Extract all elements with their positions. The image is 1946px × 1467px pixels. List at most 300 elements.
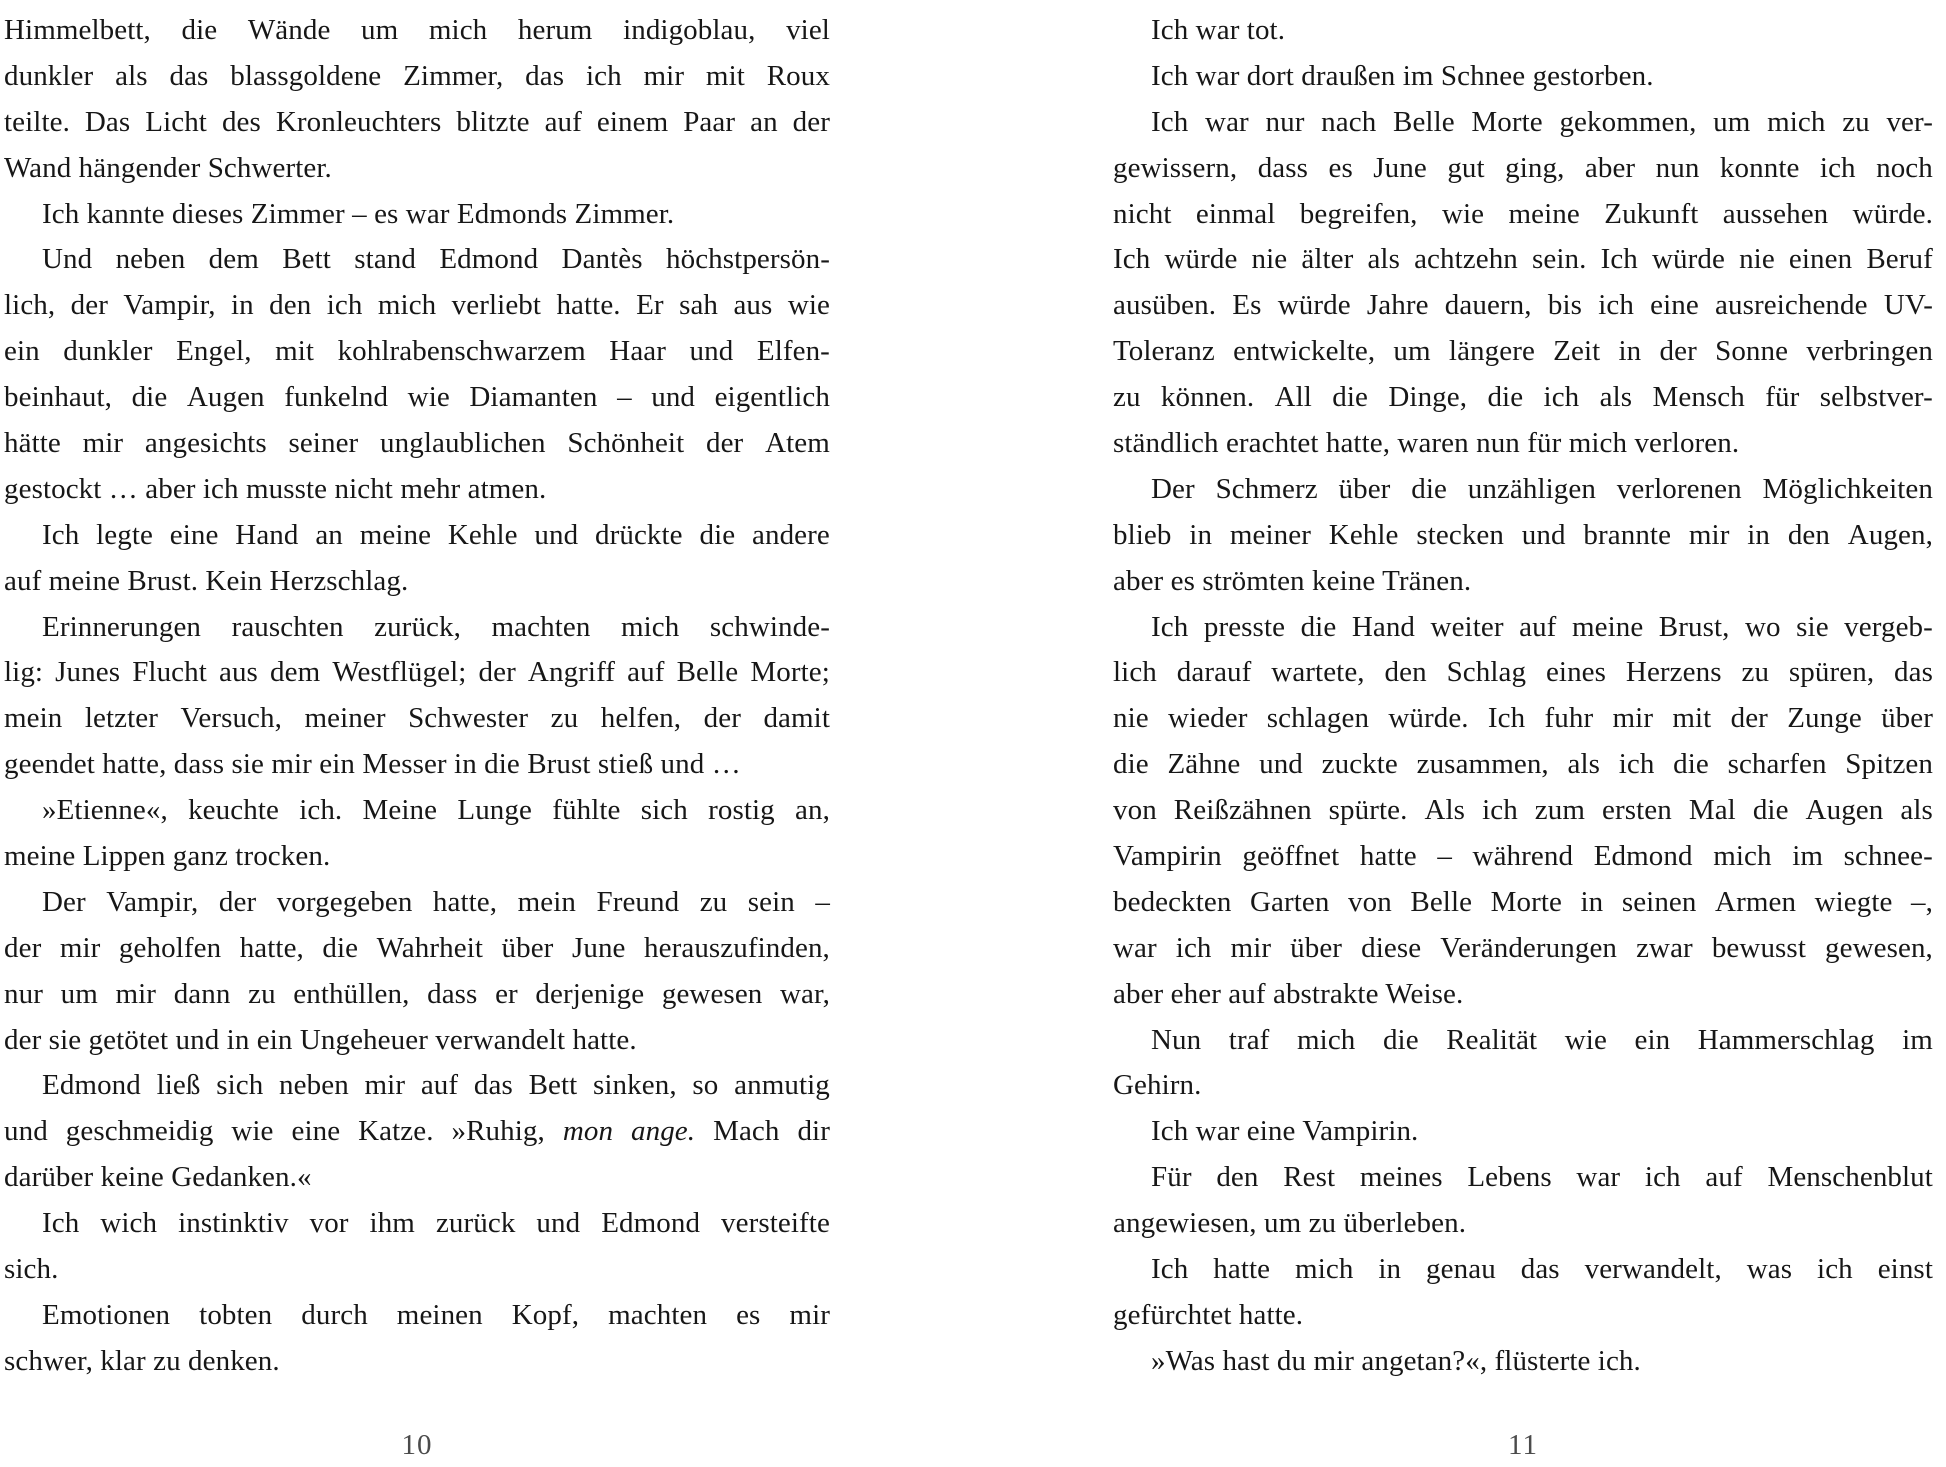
text-segment: auf meine Brust. Kein Herzschlag. [4, 564, 409, 597]
word: UV- [1883, 289, 1933, 322]
word: sein [747, 885, 795, 918]
page-number-right: 11 [1508, 1429, 1538, 1461]
word: Belle [676, 656, 739, 689]
word: mir [364, 1069, 406, 1102]
word: viel [786, 14, 830, 46]
word: Roux [766, 59, 830, 92]
word: mir [1688, 518, 1730, 551]
word: Kronleuchters [275, 105, 442, 138]
word: Bett [282, 243, 331, 276]
word: Wände [247, 14, 331, 46]
word: blieb [1113, 518, 1172, 551]
word: Meine [362, 794, 438, 827]
word: Vampir, [106, 885, 199, 918]
text-line [1113, 1339, 1933, 1385]
word: hatte. [556, 289, 621, 322]
word: nach [1321, 105, 1377, 138]
text-segment: Gehirn. [1113, 1069, 1202, 1102]
word: im [1902, 1023, 1933, 1056]
word: begreifen, [1299, 197, 1418, 230]
word: drückte [595, 518, 683, 551]
word: verliebt [451, 289, 542, 322]
word: Edmond [42, 1069, 141, 1102]
word: stecken [1416, 518, 1504, 551]
word: zurück, [374, 610, 461, 643]
word: Spitzen [1845, 748, 1933, 781]
word: auf [627, 656, 665, 689]
text-line [1113, 972, 1933, 1018]
word: Herzens [1625, 656, 1722, 689]
word: mit [275, 335, 315, 368]
word: darauf [1176, 656, 1252, 689]
word: rostig [708, 794, 775, 827]
word: die [131, 381, 168, 414]
word: Brust, [1658, 610, 1730, 643]
word: ver- [1886, 105, 1933, 138]
word: aber [1584, 151, 1636, 184]
word: eine [169, 518, 219, 551]
word: meiner [304, 702, 386, 735]
word: Veränderungen [1440, 931, 1618, 964]
word: durch [301, 1298, 368, 1331]
word: meiner [1229, 518, 1311, 551]
word: »Ruhig, [451, 1115, 545, 1148]
word: hatte, [432, 885, 498, 918]
text-line [4, 880, 830, 926]
word: zu [550, 702, 579, 735]
word: des [221, 105, 261, 138]
text-line [4, 1109, 830, 1155]
text-line [4, 1293, 830, 1339]
word: entwickelte, [1233, 335, 1376, 368]
word: blassgoldene [230, 59, 382, 92]
word: Zukunft [1604, 197, 1699, 230]
word: diese [1361, 931, 1422, 964]
word: mein [4, 702, 63, 735]
word: aussehen [1722, 197, 1829, 230]
word: mich [377, 289, 437, 322]
word: einen [1788, 243, 1853, 276]
text-line [4, 1201, 830, 1247]
text-line [1113, 8, 1933, 54]
word: Augen [1805, 794, 1884, 827]
word: tobten [199, 1298, 273, 1331]
word: seiner [288, 427, 359, 460]
word: mich [1295, 1253, 1354, 1286]
word: selbstver- [1819, 381, 1933, 414]
text-line [4, 972, 830, 1018]
word: mir [1612, 702, 1654, 735]
word: in [1747, 518, 1771, 551]
text-line [1113, 834, 1933, 880]
text-segment: »Was hast du mir angetan?«, flüsterte ich. [1151, 1344, 1641, 1377]
page-right-text [1113, 8, 1933, 1385]
text-line [4, 100, 830, 146]
word: Elfen- [756, 335, 830, 368]
word: Schönheit [567, 427, 685, 460]
word: war [1205, 105, 1249, 138]
word: was [1746, 1253, 1793, 1286]
word: Versuch, [180, 702, 282, 735]
word: als [115, 59, 148, 92]
word: Ich [1113, 243, 1151, 276]
word: legte [96, 518, 153, 551]
word: mich [1713, 840, 1772, 873]
word: und [4, 1115, 48, 1148]
word: dunkler [63, 335, 153, 368]
word: –, [1911, 885, 1933, 918]
word: Morte; [750, 656, 830, 689]
word: andere [752, 518, 830, 551]
word: helfen, [600, 702, 682, 735]
word: gewissern, [1113, 151, 1238, 184]
word: seinen [1621, 885, 1697, 918]
word: keuchte [188, 794, 279, 827]
word: ein [4, 335, 40, 368]
word: Zimmer, [403, 59, 504, 92]
word: ich [1817, 1253, 1853, 1286]
word: an, [795, 794, 830, 827]
word: nur [4, 977, 43, 1010]
word: wie [1564, 1023, 1607, 1056]
word: schnee- [1843, 840, 1933, 873]
word: Angriff [527, 656, 616, 689]
text-segment: schwer, klar zu denken. [4, 1344, 280, 1377]
word: Lunge [457, 794, 532, 827]
word: hatte [1359, 840, 1417, 873]
word: Schmerz [1215, 472, 1318, 505]
word: der [792, 105, 830, 138]
text-line [4, 742, 830, 788]
word: gewesen [661, 977, 763, 1010]
text-line [1113, 1247, 1933, 1293]
word: einst [1877, 1253, 1933, 1286]
text-line [1113, 1018, 1933, 1064]
word: machten [491, 610, 591, 643]
word: die [1332, 381, 1369, 414]
word: vergeb- [1844, 610, 1933, 643]
word: vor [309, 1207, 349, 1240]
word: spürte. [1328, 794, 1408, 827]
text-line [4, 329, 830, 375]
word: sein. [1532, 243, 1587, 276]
word: mir [1230, 931, 1272, 964]
text-line [4, 559, 830, 605]
word: Belle [1393, 105, 1455, 138]
word: der [4, 931, 42, 964]
word: Menschenblut [1767, 1161, 1933, 1194]
word: teilte. [4, 105, 70, 138]
word: zu [1113, 381, 1141, 414]
text-line [4, 650, 830, 696]
word: um [1393, 335, 1431, 368]
word: und [534, 518, 579, 551]
word: Augen, [1847, 518, 1933, 551]
word: mir [59, 931, 101, 964]
word: so [692, 1069, 719, 1102]
word: die [1752, 794, 1789, 827]
text-line [4, 1339, 830, 1385]
word: das [169, 59, 209, 92]
word: Edmond [439, 243, 539, 276]
word: Atem [765, 427, 830, 460]
text-line [1113, 1063, 1933, 1109]
word: kohlrabenschwarzem [337, 335, 586, 368]
text-line [1113, 696, 1933, 742]
word: Mensch [1652, 381, 1745, 414]
word: es [1328, 151, 1353, 184]
word: fühlte [552, 794, 621, 827]
word: zusammen, [1416, 748, 1549, 781]
word: Edmond [1593, 840, 1693, 873]
page-number-left: 10 [401, 1429, 433, 1461]
word: sich [640, 794, 688, 827]
word: der [478, 656, 516, 689]
word: instinktiv [178, 1207, 289, 1240]
word: Ich [42, 518, 80, 551]
word: Junes [55, 656, 121, 689]
word: an [315, 518, 343, 551]
word: Schwester [408, 702, 529, 735]
word: ein [1634, 1023, 1671, 1056]
word: Vampir, [123, 289, 216, 322]
word: nun [1655, 151, 1700, 184]
text-line [4, 192, 830, 238]
word: Katze. [358, 1115, 434, 1148]
word: und [689, 335, 734, 368]
word: höchstpersön- [666, 243, 830, 276]
word: verlorenen [1616, 472, 1742, 505]
word: ließ [156, 1069, 201, 1102]
word: Hand [235, 518, 299, 551]
word: wie [787, 289, 830, 322]
word: sah [679, 289, 719, 322]
word: Garten [1249, 885, 1330, 918]
word: sie [1796, 610, 1829, 643]
word: dass [427, 977, 478, 1010]
word: auf [1705, 1161, 1743, 1194]
text-line [4, 1063, 830, 1109]
word: war [1113, 931, 1157, 964]
word: Ich [1151, 105, 1189, 138]
word: presste [1203, 610, 1286, 643]
word: zu [248, 977, 276, 1010]
word: würde [1277, 289, 1351, 322]
word: in [1378, 1253, 1402, 1286]
word: und [651, 381, 696, 414]
word: ging, [1505, 151, 1565, 184]
text-segment: meine Lippen ganz trocken. [4, 840, 331, 873]
word: dann [173, 977, 231, 1010]
word: wieder [1168, 702, 1248, 735]
word: mir [82, 427, 124, 460]
word: traf [1228, 1023, 1270, 1056]
word: im [1792, 840, 1824, 873]
word: Armen [1715, 885, 1797, 918]
word: eine [291, 1115, 341, 1148]
word: – [815, 885, 830, 918]
word: und [1521, 518, 1566, 551]
word: wie [407, 381, 450, 414]
word: würde [1164, 243, 1238, 276]
word: Licht [145, 105, 207, 138]
text-line [1113, 788, 1933, 834]
word: bis [1547, 289, 1582, 322]
word: bedeckten [1113, 885, 1232, 918]
word: nicht [1113, 197, 1172, 230]
word: ersten [1602, 794, 1672, 827]
text-line [1113, 650, 1933, 696]
word: es [736, 1298, 761, 1331]
word: um [60, 977, 98, 1010]
word: All [1274, 381, 1312, 414]
word: zwar [1636, 931, 1693, 964]
word: die [699, 518, 736, 551]
text-line [1113, 1293, 1933, 1339]
text-line [1113, 421, 1933, 467]
word: Rest [1283, 1161, 1336, 1194]
text-line [1113, 192, 1933, 238]
text-segment: Ich kannte dieses Zimmer – es war Edmonds Zimmer. [42, 197, 675, 230]
word: gut [1447, 151, 1485, 184]
word: meines [1359, 1161, 1443, 1194]
word: mit [705, 59, 745, 92]
word: – [617, 381, 632, 414]
text-line [4, 1247, 830, 1293]
text-segment: Ich war tot. [1151, 14, 1286, 46]
word: meine [1571, 610, 1644, 643]
text-line [4, 788, 830, 834]
word: der [218, 885, 257, 918]
word: meine [1508, 197, 1580, 230]
word: von [1113, 794, 1157, 827]
word: Als [1424, 794, 1466, 827]
word: der [70, 289, 108, 322]
word: Zeit [1553, 335, 1601, 368]
word: Himmelbett, [4, 14, 151, 46]
word: die [1673, 748, 1709, 781]
word: neben [279, 1069, 349, 1102]
word: ich [1543, 381, 1580, 414]
word: der [705, 427, 744, 460]
word: für [1765, 381, 1800, 414]
word: mon [562, 1115, 614, 1148]
text-line [1113, 1201, 1933, 1247]
word: Mal [1688, 794, 1736, 827]
word: Dantès [561, 243, 643, 276]
word: aus [218, 656, 258, 689]
text-line [1113, 375, 1933, 421]
word: Der [42, 885, 86, 918]
word: Belle [1410, 885, 1473, 918]
word: in [1580, 885, 1604, 918]
word: würde. [1388, 702, 1469, 735]
word: sich [216, 1069, 264, 1102]
word: die [1411, 472, 1447, 505]
word: mir [789, 1298, 830, 1331]
word: June [571, 931, 626, 964]
word: enthüllen, [293, 977, 410, 1010]
word: den [1384, 656, 1427, 689]
word: Mach [713, 1115, 780, 1148]
word: Hammerschlag [1697, 1023, 1875, 1056]
word: einem [596, 105, 669, 138]
word: genau [1426, 1253, 1496, 1286]
word: Morte [1471, 105, 1543, 138]
text-segment: Wand hängender Schwerter. [4, 151, 332, 184]
text-line [1113, 467, 1933, 513]
text-line [4, 8, 830, 54]
word: wiegte [1814, 885, 1893, 918]
word: nie [1739, 243, 1775, 276]
word: zu [699, 885, 728, 918]
word: dir [797, 1115, 830, 1148]
word: letzter [84, 702, 159, 735]
word: derjenige [535, 977, 645, 1010]
word: Ich [1151, 610, 1189, 643]
word: Er [636, 289, 664, 322]
word: dauern, [1444, 289, 1532, 322]
word: der [1730, 702, 1768, 735]
word: auf [544, 105, 582, 138]
word: zurück [435, 1207, 516, 1240]
word: eigentlich [714, 381, 830, 414]
text-line [1113, 54, 1933, 100]
page-left-text [4, 8, 830, 1385]
word: war [1576, 1161, 1621, 1194]
word: Diamanten [469, 381, 598, 414]
word: mich [1297, 1023, 1356, 1056]
text-segment: Ich war eine Vampirin. [1151, 1115, 1419, 1148]
word: geholfen [118, 931, 222, 964]
word: als [1567, 748, 1600, 781]
word: ich. [299, 794, 343, 827]
word: während [1472, 840, 1574, 873]
word: Das [84, 105, 131, 138]
word: das [473, 1069, 513, 1102]
word: auf [420, 1069, 459, 1102]
word: Ich [1151, 1253, 1189, 1286]
word: zu [1741, 656, 1770, 689]
word: June [1373, 151, 1427, 184]
word: einmal [1195, 197, 1276, 230]
word: ich [326, 289, 363, 322]
text-segment: sich. [4, 1253, 59, 1286]
word: als [1599, 381, 1633, 414]
word: eines [1545, 656, 1607, 689]
word: Vampirin [1113, 840, 1222, 873]
word: weiter [1430, 610, 1504, 643]
word: Lebens [1467, 1161, 1552, 1194]
word: Der [1151, 472, 1195, 505]
word: sinken, [593, 1069, 677, 1102]
word: über [501, 931, 554, 964]
text-line [4, 513, 830, 559]
text-line [1113, 1109, 1933, 1155]
text-line [1113, 605, 1933, 651]
word: die [322, 931, 359, 964]
word: Hand [1351, 610, 1416, 643]
word: fuhr [1544, 702, 1594, 735]
word: Schlag [1446, 656, 1527, 689]
word: können. [1160, 381, 1255, 414]
word: den [269, 289, 312, 322]
word: Wahrheit [376, 931, 484, 964]
text-line [4, 926, 830, 972]
text-segment: Ich war dort draußen im Schnee gestorben. [1151, 59, 1654, 92]
word: Für [1151, 1161, 1192, 1194]
text-segment: aber eher auf abstrakte Weise. [1113, 977, 1464, 1010]
